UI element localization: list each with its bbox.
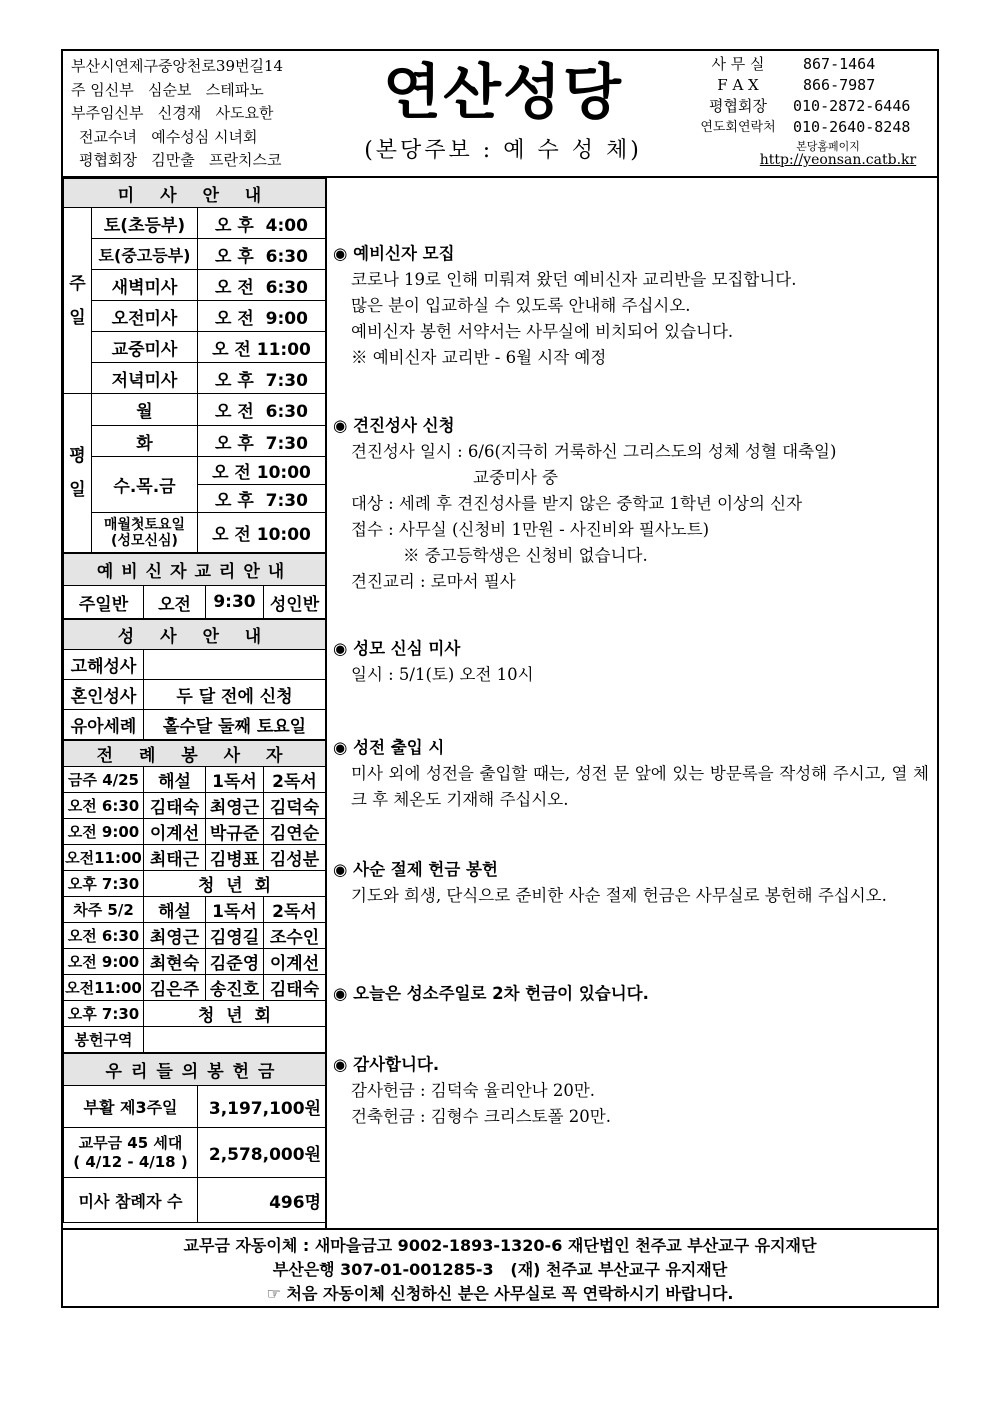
notice-title: ◉ 감사합니다. bbox=[333, 1055, 440, 1074]
notice-line: 기도와 희생, 단식으로 준비한 사순 절제 헌금은 사무실로 봉헌해 주십시오. bbox=[351, 886, 887, 905]
notice-line: 견진교리 : 로마서 필사 bbox=[351, 572, 516, 591]
contact-label: 연도회연락처 bbox=[700, 120, 776, 135]
contact-label: 평협회장 bbox=[709, 97, 767, 115]
notice-title: ◉ 사순 절제 헌금 봉헌 bbox=[333, 860, 498, 879]
page-title: 연산성당 bbox=[383, 58, 623, 128]
masthead bbox=[343, 51, 663, 164]
footer-line: ☞ 처음 자동이체 신청하신 분은 사무실로 꼭 연락하시기 바랍니다. bbox=[266, 1284, 734, 1303]
mass-name: 토(중고등부) bbox=[92, 239, 198, 270]
notice-line: ※ 예비신자 교리반 - 6월 시작 예정 bbox=[351, 348, 607, 367]
sacrament-name: 유아세례 bbox=[64, 710, 144, 740]
notice-line: 감사헌금 : 김덕숙 율리안나 20만. bbox=[351, 1081, 596, 1100]
notice-line: 코로나 19로 인해 미뤄져 왔던 예비신자 교리반을 모집합니다. bbox=[351, 270, 797, 289]
ministry-table bbox=[63, 740, 326, 1053]
minister-name: 이계선 bbox=[144, 819, 206, 845]
sacrament-value bbox=[144, 650, 326, 680]
contact-row bbox=[683, 117, 933, 138]
mass-time: 오 전 6:30 bbox=[198, 394, 326, 426]
staff-line: 전교수녀 예수성심 시녀회 bbox=[79, 127, 258, 146]
minister-name: 김병표 bbox=[206, 845, 264, 871]
offering-table bbox=[63, 1053, 326, 1223]
mass-time: 오 후 4:00 bbox=[198, 208, 326, 239]
contact-value: 010-2640-8248 bbox=[793, 118, 911, 136]
sacrament-name: 혼인성사 bbox=[64, 680, 144, 710]
section-title: 미 사 안 내 bbox=[64, 179, 326, 208]
homepage-link[interactable]: http://yeonsan.catb.kr bbox=[759, 152, 917, 168]
mass-name: 새벽미사 bbox=[92, 270, 198, 301]
notice-confirmation bbox=[333, 413, 933, 595]
footer-line: 부산은행 307-01-001285-3 (재) 천주교 부산교구 유지재단 bbox=[272, 1260, 728, 1279]
notice-line: 일시 : 5/1(토) 오전 10시 bbox=[351, 665, 534, 684]
minister-name: 김태숙 bbox=[264, 975, 326, 1001]
address: 부산시연제구중앙천로39번길14 bbox=[71, 57, 284, 75]
mass-name: 수.목.금 bbox=[92, 457, 198, 513]
column-header: 1독서 bbox=[206, 897, 264, 923]
mass-name: 월 bbox=[92, 394, 198, 426]
contact-value: 866-7987 bbox=[803, 76, 876, 94]
notice-title: ◉ 견진성사 신청 bbox=[333, 416, 455, 435]
section-title: 우리들의봉헌금 bbox=[64, 1054, 326, 1086]
class-cell: 주일반 bbox=[64, 586, 144, 619]
mass-time: 오 전 6:30 bbox=[198, 270, 326, 301]
section-title: 예비신자교리안내 bbox=[64, 554, 326, 586]
mass-schedule-table bbox=[63, 178, 326, 553]
contact-row bbox=[683, 75, 933, 96]
minister-name: 박규준 bbox=[206, 819, 264, 845]
footer bbox=[63, 1228, 937, 1308]
header bbox=[63, 51, 937, 178]
minister-name: 최현숙 bbox=[144, 949, 206, 975]
notice-catechumen bbox=[333, 241, 933, 371]
offering-amount: 3,197,100원 bbox=[198, 1086, 326, 1128]
notice-line: 접수 : 사무실 (신청비 1만원 - 사진비와 필사노트) bbox=[351, 520, 710, 539]
notice-marian-mass bbox=[333, 636, 933, 688]
minister-name: 김덕숙 bbox=[264, 793, 326, 819]
contact-row bbox=[683, 54, 933, 75]
notice-line: 교중미사 중 bbox=[473, 468, 558, 487]
parish-info bbox=[71, 55, 321, 173]
section-title: 전 례 봉 사 자 bbox=[64, 741, 326, 767]
notice-title: ◉ 오늘은 성소주일로 2차 헌금이 있습니다. bbox=[333, 984, 649, 1003]
contact-row bbox=[683, 96, 933, 117]
notice-title: ◉ 성모 신심 미사 bbox=[333, 639, 461, 658]
youth-group: 청 년 회 bbox=[144, 1001, 326, 1027]
notice-line: 예비신자 봉헌 서약서는 사무실에 비치되어 있습니다. bbox=[351, 322, 734, 341]
column-header: 2독서 bbox=[264, 767, 326, 793]
mass-time: 오전 6:30 bbox=[64, 793, 144, 819]
notice-vocation-sunday bbox=[333, 981, 933, 1007]
mass-time: 오후 7:30 bbox=[64, 871, 144, 897]
notice-title: ◉ 성전 출입 시 bbox=[333, 738, 445, 757]
mass-time: 오 후 6:30 bbox=[198, 239, 326, 270]
notice-line: 건축헌금 : 김형수 크리스토폴 20만. bbox=[351, 1107, 611, 1126]
contact-label: F A X bbox=[717, 76, 759, 94]
mass-name: 오전미사 bbox=[92, 301, 198, 332]
mass-name: 저녁미사 bbox=[92, 363, 198, 394]
mass-time: 오후 7:30 bbox=[64, 1001, 144, 1027]
mass-time: 오 후 7:30 bbox=[198, 485, 326, 513]
minister-name: 김성분 bbox=[264, 845, 326, 871]
mass-time: 오전 9:00 bbox=[64, 819, 144, 845]
class-cell: 9:30 bbox=[206, 586, 264, 619]
mass-time: 오 전 10:00 bbox=[198, 513, 326, 553]
notice-lent-offering bbox=[333, 857, 933, 909]
mass-name: 매월첫토요일 (성모신심) bbox=[92, 513, 198, 553]
minister-name: 이계선 bbox=[264, 949, 326, 975]
minister-name: 최영근 bbox=[206, 793, 264, 819]
contact-label: 사 무 실 bbox=[711, 55, 765, 73]
class-cell: 성인반 bbox=[264, 586, 326, 619]
notice-thanks bbox=[333, 1052, 933, 1130]
mass-time: 오전 9:00 bbox=[64, 949, 144, 975]
week-label: 금주 4/25 bbox=[64, 767, 144, 793]
staff-line: 부주임신부 신경재 사도요한 bbox=[71, 104, 274, 122]
mass-time: 오 후 7:30 bbox=[198, 426, 326, 457]
column-header: 해설 bbox=[144, 767, 206, 793]
minister-name: 최영근 bbox=[144, 923, 206, 949]
column-header: 2독서 bbox=[264, 897, 326, 923]
minister-name: 김은주 bbox=[144, 975, 206, 1001]
offering-amount: 2,578,000원 bbox=[198, 1128, 326, 1178]
section-title: 성 사 안 내 bbox=[64, 620, 326, 650]
left-column bbox=[63, 178, 325, 1223]
offering-name: 부활 제3주일 bbox=[64, 1086, 198, 1128]
minister-name: 최태근 bbox=[144, 845, 206, 871]
contact-info bbox=[683, 54, 933, 168]
column-header: 해설 bbox=[144, 897, 206, 923]
minister-name: 송진호 bbox=[206, 975, 264, 1001]
notice-church-entry bbox=[333, 735, 933, 813]
minister-name: 김연순 bbox=[264, 819, 326, 845]
contact-value: 010-2872-6446 bbox=[793, 97, 911, 115]
mass-name: 토(초등부) bbox=[92, 208, 198, 239]
homepage-label: 본당홈페이지 bbox=[796, 140, 860, 153]
sacrament-name: 고해성사 bbox=[64, 650, 144, 680]
notice-title: ◉ 예비신자 모집 bbox=[333, 244, 455, 263]
sacrament-value: 두 달 전에 신청 bbox=[144, 680, 326, 710]
staff-line: 평협회장 김만출 프란치스코 bbox=[79, 151, 282, 169]
contact-value: 867-1464 bbox=[803, 55, 876, 73]
mass-time: 오 후 7:30 bbox=[198, 363, 326, 394]
footer-line: 교무금 자동이체 : 새마을금고 9002-1893-1320-6 재단법인 천주교 부산교구 유지재단 bbox=[183, 1236, 817, 1255]
offering-area-label: 봉헌구역 bbox=[64, 1027, 144, 1053]
minister-name: 김영길 bbox=[206, 923, 264, 949]
mass-name: 화 bbox=[92, 426, 198, 457]
mass-time: 오전11:00 bbox=[64, 845, 144, 871]
subtitle: (본당주보 : 예 수 성 체) bbox=[364, 138, 642, 163]
mass-time: 오 전 10:00 bbox=[198, 457, 326, 485]
staff-line: 주 임신부 심순보 스테파노 bbox=[71, 80, 264, 99]
sacrament-table bbox=[63, 619, 326, 740]
mass-time: 오전 6:30 bbox=[64, 923, 144, 949]
mass-time: 오 전 9:00 bbox=[198, 301, 326, 332]
notice-line: 대상 : 세례 후 견진성사를 받지 않은 중학교 1학년 이상의 신자 bbox=[351, 494, 803, 513]
minister-name: 김준영 bbox=[206, 949, 264, 975]
column-header: 1독서 bbox=[206, 767, 264, 793]
sacrament-value: 홀수달 둘째 토요일 bbox=[144, 710, 326, 740]
weekday-label: 평 일 bbox=[64, 394, 92, 553]
class-cell: 오전 bbox=[144, 586, 206, 619]
youth-group: 청 년 회 bbox=[144, 871, 326, 897]
sunday-label: 주 일 bbox=[64, 208, 92, 394]
minister-name: 조수인 bbox=[264, 923, 326, 949]
notice-line: 견진성사 일시 : 6/6(지극히 거룩하신 그리스도의 성체 성혈 대축일) bbox=[351, 442, 837, 461]
offering-area-value bbox=[144, 1027, 326, 1053]
catechumen-table bbox=[63, 553, 326, 619]
notice-line: 많은 분이 입교하실 수 있도록 안내해 주십시오. bbox=[351, 296, 691, 315]
mass-time: 오 전 11:00 bbox=[198, 332, 326, 363]
week-label: 차주 5/2 bbox=[64, 897, 144, 923]
offering-name: 미사 참례자 수 bbox=[64, 1178, 198, 1223]
offering-name: 교무금 45 세대 ( 4/12 - 4/18 ) bbox=[64, 1128, 198, 1178]
notice-line: ※ 중고등학생은 신청비 없습니다. bbox=[403, 546, 648, 565]
mass-time: 오전11:00 bbox=[64, 975, 144, 1001]
mass-name: 교중미사 bbox=[92, 332, 198, 363]
minister-name: 김태숙 bbox=[144, 793, 206, 819]
notice-line: 미사 외에 성전을 출입할 때는, 성전 문 앞에 있는 방문록을 작성해 주시고, 열 체크 후 체온도 기재해 주십시오. bbox=[351, 764, 929, 809]
offering-amount: 496명 bbox=[198, 1178, 326, 1223]
bulletin-frame bbox=[61, 49, 939, 1308]
